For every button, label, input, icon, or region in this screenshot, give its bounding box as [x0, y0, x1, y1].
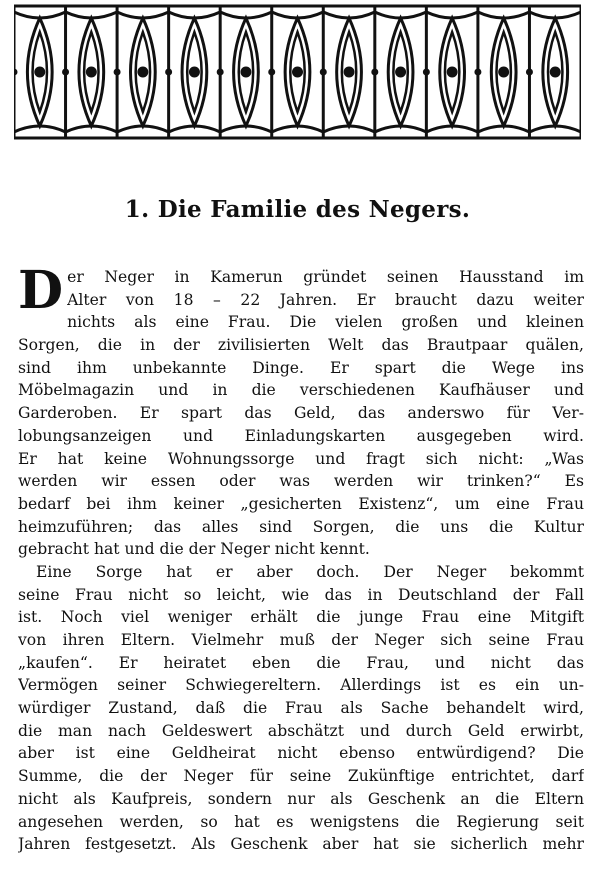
text-line: Möbelmagazin und in die verschiedenen Kaufhäuser und	[18, 381, 584, 400]
body-text	[18, 260, 584, 856]
text-line: Vermögen seiner Schwiegereltern. Allerdings ist es ein un-	[18, 676, 584, 695]
text-line: angesehen werden, so hat es wenigstens die Regierung seit	[18, 812, 584, 831]
ornament-shape	[292, 67, 303, 78]
text-line: „kaufen“. Er heiratet eben die Frau, und nicht das	[18, 653, 584, 672]
ornament-shape	[14, 69, 18, 76]
text-line: bedarf bei ihm keiner „gesicherten Existenz“, um eine Frau	[18, 494, 584, 513]
ornament-shape	[550, 67, 561, 78]
ornament-shape	[114, 69, 121, 76]
ornament-shape	[371, 69, 378, 76]
ornament-shape	[498, 67, 509, 78]
text-line: Er hat keine Wohnungssorge und fragt sich nicht: „Was	[18, 449, 584, 468]
text-line: Jahren festgesetzt. Als Geschenk aber hat sie sicherlich mehr	[18, 835, 584, 854]
text-line: aber ist eine Geldheirat nicht ebenso entwürdigend? Die	[18, 744, 584, 763]
ornament-shape	[395, 67, 406, 78]
ornament-shape	[165, 69, 172, 76]
chapter-title: 1. Die Familie des Negers.	[124, 196, 471, 223]
ornament-shape	[320, 69, 327, 76]
text-line: seine Frau nicht so leicht, wie das in Deutschland der Fall	[18, 585, 584, 604]
text-line: gebracht hat und die der Neger nicht kennt.	[18, 540, 370, 559]
drop-cap: D	[18, 260, 64, 321]
text-line: Summe, die der Neger für seine Zukünftige entrichtet, darf	[18, 767, 584, 786]
text-line: er Neger in Kamerun gründet seinen Hausstand im	[67, 268, 584, 286]
text-line: werden wir essen oder was werden wir trinken?“ Es	[18, 472, 584, 491]
ornament-shape	[423, 69, 430, 76]
ornament-shape	[526, 69, 533, 76]
decorative-ornament-border	[14, 0, 581, 145]
text-line: ist. Noch viel weniger erhält die junge Frau eine Mitgift	[18, 608, 584, 627]
ornament-shape	[217, 69, 224, 76]
ornament-shape	[240, 67, 251, 78]
text-line: Garderoben. Er spart das Geld, das anderswo für Ver-	[18, 404, 584, 423]
text-line: Alter von 18 – 22 Jahren. Er braucht dazu weiter	[67, 290, 584, 309]
text-line: Sorgen, die in der zivilisierten Welt das Brautpaar quälen,	[18, 336, 584, 355]
ornament-shape	[474, 69, 481, 76]
ornament-shape	[189, 67, 200, 78]
ornament-shape	[268, 69, 275, 76]
ornament-shape	[34, 67, 45, 78]
text-line: nicht als Kaufpreis, sondern nur als Geschenk an die Eltern	[18, 789, 584, 808]
text-line: heimzuführen; das alles sind Sorgen, die uns die Kultur	[18, 517, 584, 536]
text-line: die man nach Geldeswert abschätzt und durch Geld erwirbt,	[18, 721, 584, 740]
text-line: sind ihm unbekannte Dinge. Er spart die Wege ins	[18, 358, 584, 377]
ornament-shape	[62, 69, 69, 76]
text-line: würdiger Zustand, daß die Frau als Sache behandelt wird,	[18, 699, 584, 718]
ornament-shape	[86, 67, 97, 78]
ornament-shape	[137, 67, 148, 78]
text-line: Eine Sorge hat er aber doch. Der Neger bekommt	[36, 562, 584, 581]
text-line: lobungsanzeigen und Einladungskarten ausgegeben wird.	[18, 426, 584, 445]
text-line: von ihren Eltern. Vielmehr muß der Neger sich seine Frau	[18, 631, 584, 649]
ornament-shape	[447, 67, 458, 78]
ornament-shape	[344, 67, 355, 78]
text-line: nichts als eine Frau. Die vielen großen und kleinen	[67, 313, 584, 332]
